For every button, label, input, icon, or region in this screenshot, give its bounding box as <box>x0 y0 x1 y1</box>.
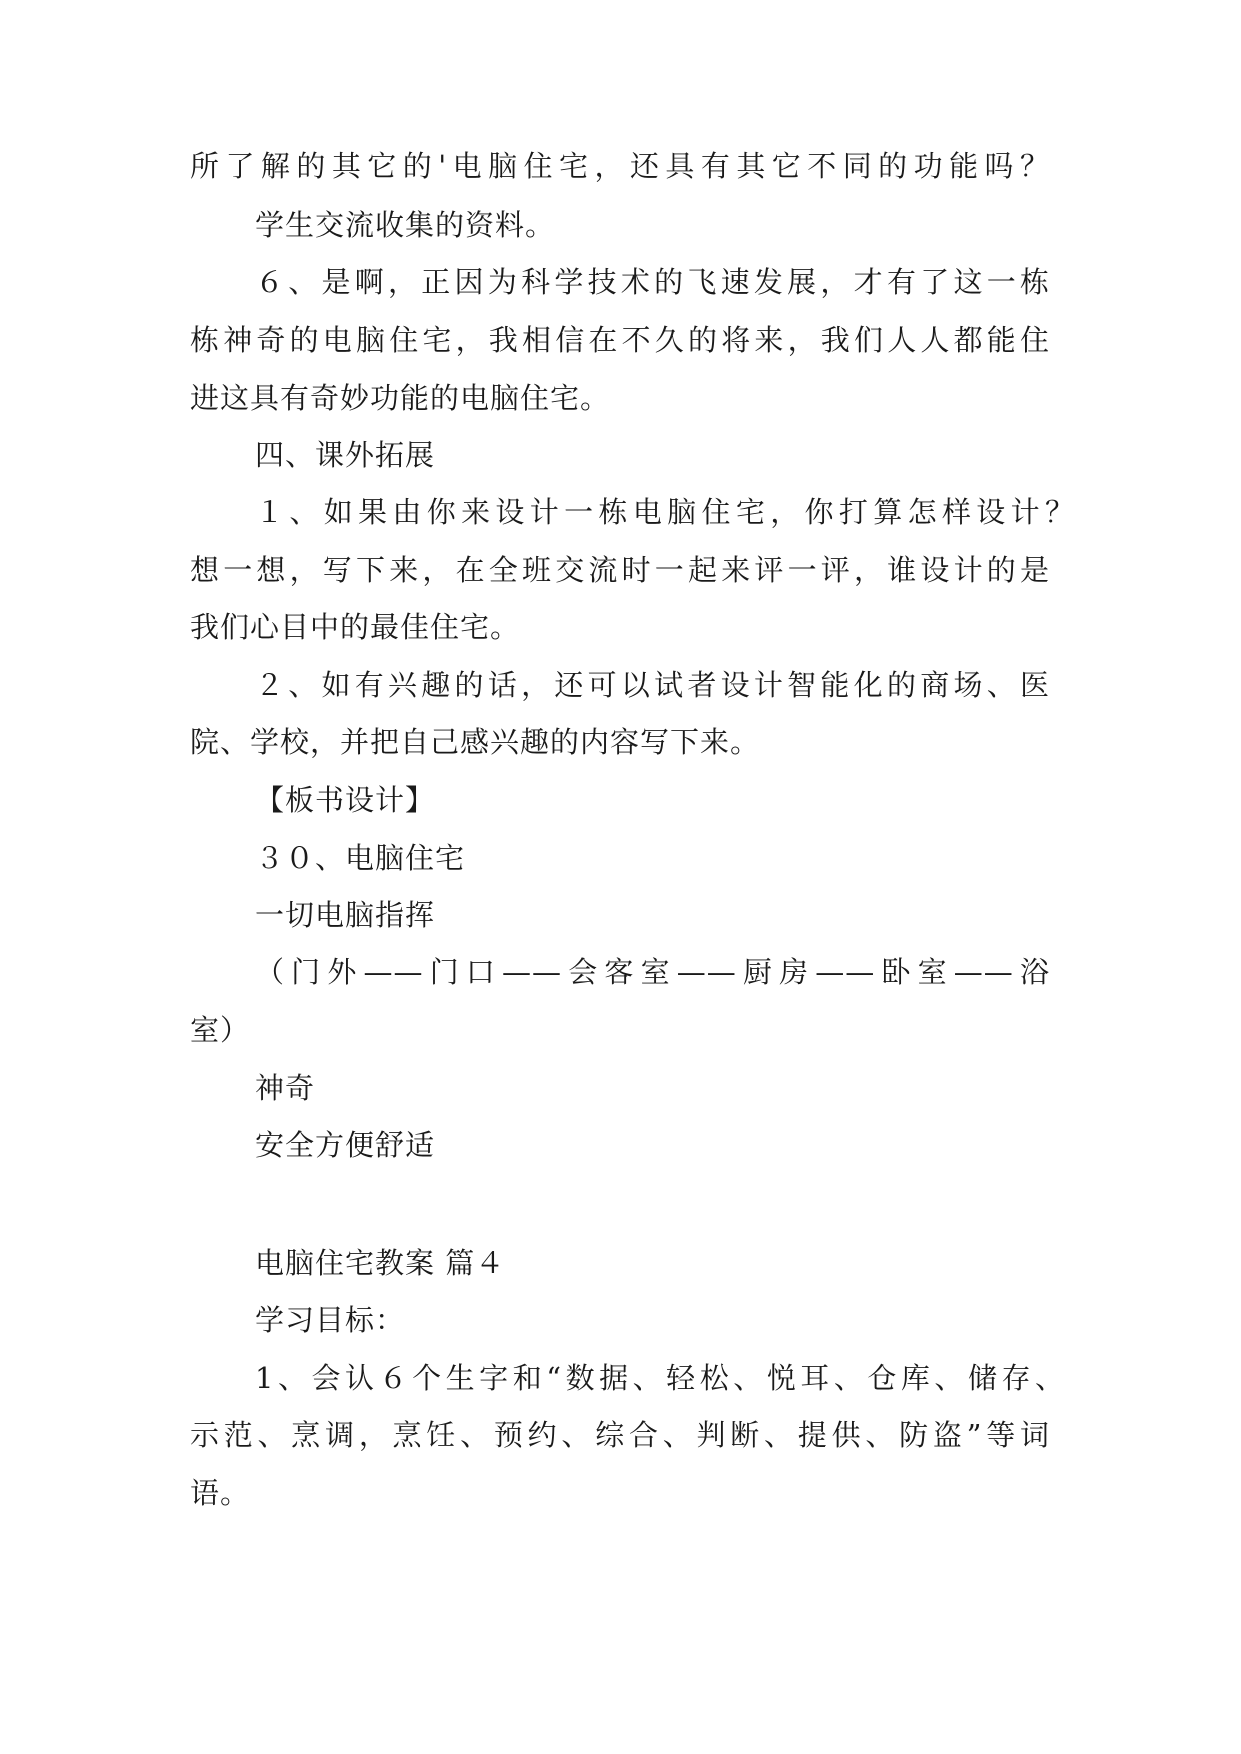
text-line-15: （门外——门口——会客室——厨房——卧室——浴 <box>255 955 1050 989</box>
section-heading-extension: 四、课外拓展 <box>255 438 436 472</box>
section-heading-blackboard: 【板书设计】 <box>255 783 436 817</box>
text-line-8: 想一想，写下来，在全班交流时一起来评一评，谁设计的是 <box>190 553 1050 587</box>
text-line-22: 示范、烹调，烹饪、预约、综合、判断、提供、防盗”等词 <box>190 1418 1050 1452</box>
text-line-14: 一切电脑指挥 <box>255 898 436 932</box>
section-title-part4: 电脑住宅教案 篇４ <box>255 1246 506 1280</box>
text-line-2: 学生交流收集的资料。 <box>255 208 556 242</box>
text-line-10: ２、如有兴趣的话，还可以试者设计智能化的商场、医 <box>255 668 1050 702</box>
text-line-5: 进这具有奇妙功能的电脑住宅。 <box>190 381 611 415</box>
text-line-11: 院、学校，并把自己感兴趣的内容写下来。 <box>190 725 761 759</box>
text-line-23: 语。 <box>190 1476 251 1510</box>
text-line-9: 我们心目中的最佳住宅。 <box>190 610 521 644</box>
text-line-21: 1、会认６个生字和“数据、轻松、悦耳、仓库、储存、 <box>255 1361 1065 1395</box>
text-line-16: 室） <box>190 1013 251 1047</box>
text-line-18: 安全方便舒适 <box>255 1128 436 1162</box>
text-line-7: １、如果由你来设计一栋电脑住宅，你打算怎样设计？ <box>255 495 1075 529</box>
text-line-1: 所了解的其它的'电脑住宅，还具有其它不同的功能吗？ <box>190 149 1050 183</box>
text-line-3: ６、是啊，正因为科学技术的飞速发展，才有了这一栋 <box>255 265 1050 299</box>
text-line-4: 栋神奇的电脑住宅，我相信在不久的将来，我们人人都能住 <box>190 323 1050 357</box>
text-line-17: 神奇 <box>255 1071 316 1105</box>
text-line-13: ３０、电脑住宅 <box>255 841 466 875</box>
section-heading-objectives: 学习目标： <box>255 1303 406 1337</box>
